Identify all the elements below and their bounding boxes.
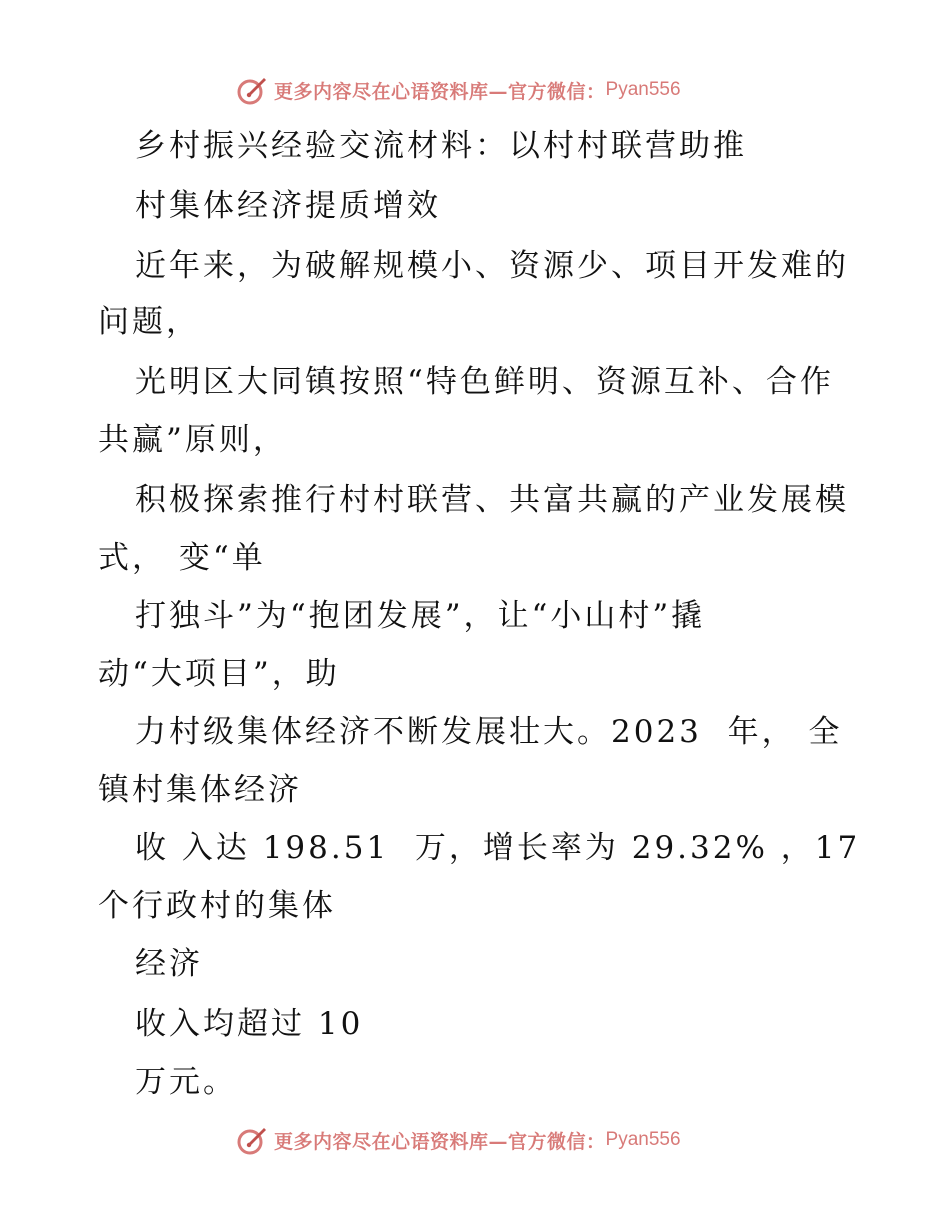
paragraph-line: 问题，: [98, 304, 200, 340]
paragraph-line: 镇村集体经济: [98, 772, 302, 808]
title-line-2: 村集体经济提质增效: [135, 188, 441, 224]
watermark-wechat-id: Pyan556: [605, 79, 681, 100]
paragraph-line: 个行政村的集体: [98, 888, 336, 924]
paragraph-line: 收入均超过 10: [135, 1006, 364, 1042]
watermark-banner-top: [236, 74, 681, 106]
watermark-text: 更多内容尽在心语资料库—官方微信：: [274, 1130, 606, 1153]
paragraph-line: 共赢”原则，: [98, 422, 287, 458]
paragraph-line: 式， 变“单: [98, 540, 266, 576]
title-line-1: 乡村振兴经验交流材料：以村村联营助推: [135, 128, 747, 164]
paragraph-line: 经济: [135, 946, 203, 982]
paragraph-line: 近年来，为破解规模小、资源少、项目开发难的: [135, 248, 849, 284]
paragraph-line: 积极探索推行村村联营、共富共赢的产业发展模: [135, 482, 849, 518]
paragraph-line: 动“大项目”，助: [98, 656, 340, 692]
paragraph-line: 收 入达 198.51 万，增长率为 29.32% ，17: [135, 830, 861, 866]
quill-pen-logo-icon: [236, 1124, 268, 1156]
paragraph-line: 万元。: [135, 1064, 237, 1100]
paragraph-line: 光明区大同镇按照“特色鲜明、资源互补、合作: [135, 364, 834, 400]
paragraph-line: 打独斗”为“抱团发展”，让“小山村”撬: [135, 598, 706, 634]
watermark-banner-bottom: [236, 1124, 681, 1156]
paragraph-line: 力村级集体经济不断发展壮大。2023 年， 全: [135, 714, 843, 750]
watermark-text: 更多内容尽在心语资料库—官方微信：: [274, 80, 606, 103]
quill-pen-logo-icon: [236, 74, 268, 106]
watermark-wechat-id: Pyan556: [605, 1129, 681, 1150]
